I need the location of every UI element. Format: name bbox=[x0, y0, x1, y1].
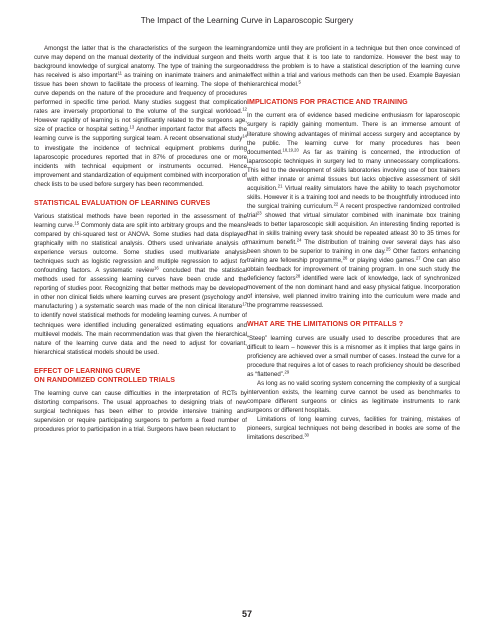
heading-limitations: WHAT ARE THE LIMITATIONS OR PITFALLS ? bbox=[247, 320, 404, 329]
paragraph-statistical-methods: Various statistical methods have been reported in the assessment of the learning curve.$^{15}$ Commonly data are split into arbitrary groups and the means compared by chi-squared test or ANOVA. Some studies had data displayed graphically with no statistical analysis. Others used univariate analysis of experience versus outcome. Some studies used multivariate analysis techniques such as logistic regression and multiple regression to adjust for confounding factors. A systematic review$^{16}$ concluded that the statistical methods used for assessing learning curves have been crude and the reporting of studies poor. Recognizing that better methods may be developed in other non clinical fields where learning curves are present (psychology and manufacturing ) a systematic search was made of the non clinical literature$^{17}$ to identify novel statistical methods for modeling learning curves. A number of techniques were identified including generalized estimating equations and multilevel models. The main recommendation was that given the hierarchical nature of the learning curve data and the need to adjust for covariant, hierarchical statistical models should be used. bbox=[34, 212, 248, 356]
citation-ref: 11 bbox=[117, 70, 122, 76]
citation-ref: 13 bbox=[129, 124, 135, 130]
citation-ref: 15 bbox=[74, 220, 80, 226]
paragraph-training-implications: In the current era of evidence based medicine enthusiasm for laparoscopic surgery is rapidly gaining momentum. There is an immense amount of literature showing advantages of minimal access surgery and acceptance by the public. The learning curve for many procedures has been documented.$^{18,19,20}$ As far as training is concerned, the introduction of laparoscopic techniques in surgery led to many unnecessary complications. This led to the development of skills laboratories involving use of box trainers with either innate or animal tissues but lacks objective assessment of skill acquisition.$^{21}$ Virtual reality simulators have the ability to teach psychomotor skills. However it is a training tool and needs to be thoughtfully introduced into the surgical training curriculum.$^{22}$ A recent prospective randomized controlled trial$^{23}$ showed that virtual simulator combined with inanimate box training leads to better laparoscopic skill acquisition. An interesting finding reported is that in skills training every task should be repeated atleast 30 to 35 times for maximum benefit.$^{24}$ The distribution of training over several days has also been shown to be superior to training in one day.$^{25}$ Other factors enhancing training are fellowship programme,$^{26}$ or playing video games.$^{27}$ One can also obtain feedback for improvement of training program. In one such study the deficiency factors$^{28}$ identified were lack of knowledge, lack of synchronized movement of the non dominant hand and easy physical fatigue. Incorporation of intensive, well planned invitro training into the curriculum were made and the programme reassessed. bbox=[247, 112, 460, 310]
running-title: The Impact of the Learning Curve in Laparoscopic Surgery bbox=[140, 16, 354, 25]
paragraph-randomization: randomize until they are proficient in a technique but then once convinced of its worth argue that it is too late to randomize. However the best way to address the problem is to have a statistical description of the learning curve effect within a trial and various methods can then be used. Example Bayesian hierarchical model.$^5$ bbox=[247, 45, 460, 89]
citation-ref: 30 bbox=[304, 432, 310, 438]
heading-implications-practice: IMPLICATIONS FOR PRACTICE AND TRAINING bbox=[247, 98, 408, 107]
heading-statistical-evaluation: STATISTICAL EVALUATION OF LEARNING CURVES bbox=[34, 198, 211, 207]
paragraph-surgeon-characteristics: Amongst the latter that is the characteristics of the surgeon the learning curve may depend on the manual dexterity of the individual surgeon and the background knowledge of surgical anatomy. The type of training the surgeon has received is also important$^{11}$ as training on inanimate trainers and animal tissue has been shown to facilitate the process of learning. The slope of the curve depends on the nature of the procedure and frequency of procedures performed in specific time period. Many studies suggest that complication rates are inversely proportional to the volume of the surgical workload.$^{12}$ However rapidity of learning is not significantly related to the surgeons age, size of practice or hospital setting.$^{13}$ Another important factor that affects the learning curve is the supporting surgical team. A recent observational study$^{14}$ to investigate the incidence of technical equipment problems during laparoscopic procedures reported that in 87% of procedures one or more incidents with technical equipment or instruments occurred. Hence improvement and standardization of equipment combined with incorporation of check lists to be used before surgery has been recommended. bbox=[34, 45, 247, 188]
heading-line-1: EFFECT OF LEARNING CURVE bbox=[34, 366, 141, 375]
citation-ref: 23 bbox=[256, 210, 262, 216]
citation-ref: 29 bbox=[284, 369, 290, 375]
citation-ref: 16 bbox=[154, 265, 159, 271]
citation-ref: 27 bbox=[415, 255, 421, 261]
right-column bbox=[247, 44, 460, 442]
paragraph-limitations-list: Limitations of long learning curves, facilities for training, mistakes of pioneers, surgical techniques not being described in books are some of the limitations described.$^{30}$ bbox=[247, 416, 460, 442]
paragraph-rct-difficulties: The learning curve can cause difficulties in the interpretation of RCTs by distorting comparisons. The usual approaches to designing trials of new surgical techniques has been either to provide intensive training and supervision or require participating surgeons to perform a fixed number of procedures prior to participation in a trial. Surgeons have been reluctant to bbox=[34, 390, 247, 434]
heading-effect-on-rcts bbox=[34, 367, 247, 385]
citation-ref: 12 bbox=[242, 106, 247, 112]
citation-ref: 17 bbox=[242, 301, 247, 307]
citation-ref: 26 bbox=[342, 255, 348, 261]
paragraph-steep-curves: “Steep” learning curves are usually used to describe procedures that are difficult to learn – however this is a misnomer as it implies that large gains in proficiency are achieved over a small number of cases. Instead the curve for a procedure that requires a lot of cases to reach proficiency should be described as “flattened”.$^{29}$ bbox=[247, 334, 460, 378]
citation-ref: 18,19,20 bbox=[282, 147, 299, 153]
citation-ref: 25 bbox=[385, 246, 391, 252]
paragraph-scoring-system: As long as no valid scoring system concerning the complexity of a surgical intervention exists, the learning curve cannot be used as benchmarks to compare different surgeons or clinics as legitimate instruments to rank surgeons or different hospitals. bbox=[247, 379, 460, 415]
citation-ref: 14 bbox=[242, 133, 247, 139]
citation-ref: 22 bbox=[333, 201, 339, 207]
page-number: 57 bbox=[241, 609, 252, 619]
citation-ref: 21 bbox=[277, 183, 283, 189]
heading-line-2: ON RANDOMIZED CONTROLLED TRIALS bbox=[34, 375, 176, 384]
citation-ref: 5 bbox=[298, 79, 301, 85]
citation-ref: 28 bbox=[295, 273, 301, 279]
left-column bbox=[34, 44, 247, 434]
citation-ref: 24 bbox=[296, 237, 302, 243]
